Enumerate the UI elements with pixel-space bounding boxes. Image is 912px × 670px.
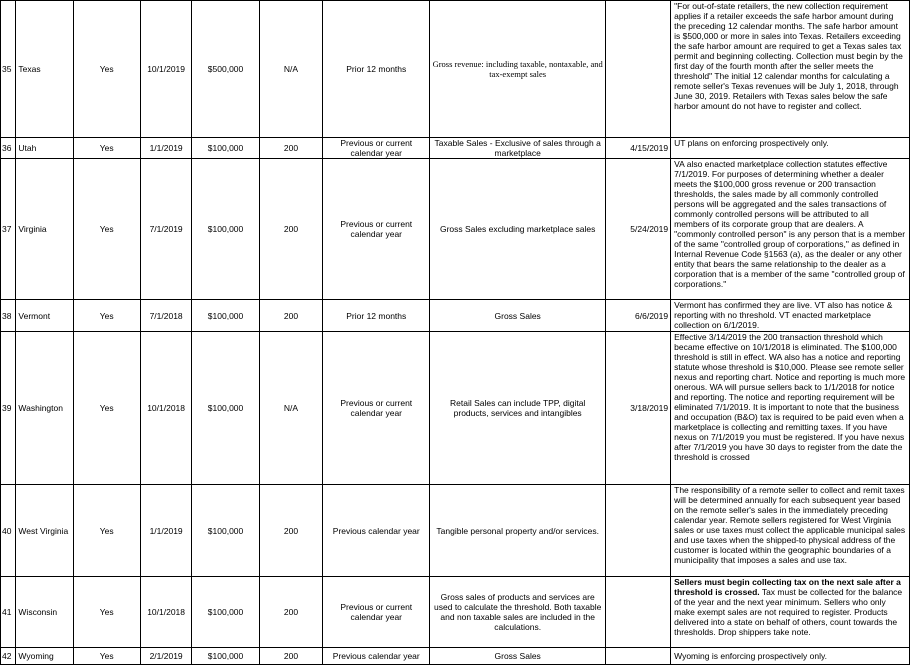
state-name: Vermont <box>16 300 73 332</box>
state-name: Utah <box>16 138 73 159</box>
sales-measured: Retail Sales can include TPP, digital products, services and intangibles <box>430 332 606 485</box>
transaction-threshold: 200 <box>259 300 323 332</box>
state-name: Texas <box>16 1 73 138</box>
effective-date: 7/1/2019 <box>140 159 192 300</box>
sales-threshold: $100,000 <box>192 485 259 577</box>
effective-date: 10/1/2018 <box>140 577 192 648</box>
table-row <box>1 138 910 159</box>
notes: "For out-of-state retailers, the new collection requirement applies if a retailer exceeds the safe harbor amount during the preceding 12 calendar months. The safe harbor amount is $500,000 or more in sales into Texas. Retailers exceeding the safe harbor amount are required to get a Texas sales tax permit and beginning collecting. Collection must begin by the first day of the fourth month after the seller meets the threshold" The initial 12 calendar months for calculating a remote seller's Texas revenues will be July 1, 2018, through June 30, 2019. Retailers with Texas sales below the safe harbor amount do not have to register and collect. <box>671 1 910 138</box>
sales-threshold: $100,000 <box>192 300 259 332</box>
notes <box>671 577 910 648</box>
table-row <box>1 332 910 485</box>
row-number: 41 <box>1 577 16 648</box>
row-number: 35 <box>1 1 16 138</box>
transaction-threshold: N/A <box>259 332 323 485</box>
measurement-period: Previous calendar year <box>323 648 430 665</box>
marketplace-date: 6/6/2019 <box>606 300 671 332</box>
sales-measured: Gross Sales excluding marketplace sales <box>430 159 606 300</box>
measurement-period: Previous or current calendar year <box>323 159 430 300</box>
state-name: Wyoming <box>16 648 73 665</box>
measurement-period: Previous or current calendar year <box>323 138 430 159</box>
notes: UT plans on enforcing prospectively only. <box>671 138 910 159</box>
table-row <box>1 300 910 332</box>
sales-threshold: $100,000 <box>192 648 259 665</box>
row-number: 39 <box>1 332 16 485</box>
transaction-threshold: 200 <box>259 577 323 648</box>
row-number: 36 <box>1 138 16 159</box>
row-number: 37 <box>1 159 16 300</box>
marketplace-date <box>606 577 671 648</box>
enacted: Yes <box>73 648 140 665</box>
enacted: Yes <box>73 485 140 577</box>
transaction-threshold: N/A <box>259 1 323 138</box>
marketplace-date: 3/18/2019 <box>606 332 671 485</box>
sales-threshold: $100,000 <box>192 332 259 485</box>
sales-measured: Gross Sales <box>430 648 606 665</box>
effective-date: 2/1/2019 <box>140 648 192 665</box>
enacted: Yes <box>73 1 140 138</box>
enacted: Yes <box>73 577 140 648</box>
notes: Effective 3/14/2019 the 200 transaction threshold which became effective on 10/1/2018 is eliminated. The $100,000 threshold is still in effect. WA also has a notice and reporting statute whose threshold is $10,000. Please see remote seller nexus and reporting chart. Notice and reporting is much more onerous. WA will pursue sellers back to 1/1/2018 for notice and reporting. The notice and reporting requirement will be eliminated 7/1/2019. It is important to note that the business and occupation (B&O) tax is required to be paid even when a marketplace is collecting and remitting taxes. If you have nexus on 7/1/2019 you must be registered. If you have nexus after 7/1/2019 you have 30 days to register from the date the threshold is crossed <box>671 332 910 485</box>
notes: Wyoming is enforcing prospectively only. <box>671 648 910 665</box>
measurement-period: Previous calendar year <box>323 485 430 577</box>
sales-threshold: $100,000 <box>192 138 259 159</box>
effective-date: 10/1/2018 <box>140 332 192 485</box>
sales-threshold: $100,000 <box>192 159 259 300</box>
table-row <box>1 648 910 665</box>
enacted: Yes <box>73 300 140 332</box>
measurement-period: Prior 12 months <box>323 1 430 138</box>
transaction-threshold: 200 <box>259 138 323 159</box>
row-number: 42 <box>1 648 16 665</box>
marketplace-date <box>606 485 671 577</box>
marketplace-date <box>606 1 671 138</box>
measurement-period: Prior 12 months <box>323 300 430 332</box>
notes-bold-lead: Sellers must begin collecting tax on the next sale after a threshold is crossed. <box>674 577 901 597</box>
marketplace-date: 4/15/2019 <box>606 138 671 159</box>
sales-threshold: $500,000 <box>192 1 259 138</box>
notes: VA also enacted marketplace collection statutes effective 7/1/2019. For purposes of determining whether a dealer meets the $100,000 gross revenue or 200 transaction thresholds, the sales made by all commonly controlled persons will be aggregated and the sales transactions of commonly controlled persons will be attributed to all members of its corporate group that are dealers. A "commonly controlled person" is any person that is a member of the same "controlled group of corporations," as defined in Internal Revenue Code §1563 (a), as the dealer or any other entity that bears the same relationship to the dealer as a corporation that is a member of the same "controlled group of corporations." <box>671 159 910 300</box>
notes: Vermont has confirmed they are live. VT also has notice & reporting with no threshold. VT enacted marketplace collection on 6/1/2019. <box>671 300 910 332</box>
marketplace-date <box>606 648 671 665</box>
sales-measured: Gross Sales <box>430 300 606 332</box>
transaction-threshold: 200 <box>259 648 323 665</box>
sales-measured: Gross sales of products and services are used to calculate the threshold. Both taxable and non taxable sales are included in the calculations. <box>430 577 606 648</box>
effective-date: 10/1/2019 <box>140 1 192 138</box>
transaction-threshold: 200 <box>259 159 323 300</box>
table-row <box>1 577 910 648</box>
table-row <box>1 159 910 300</box>
table-row <box>1 485 910 577</box>
enacted: Yes <box>73 159 140 300</box>
sales-measured: Taxable Sales - Exclusive of sales through a marketplace <box>430 138 606 159</box>
marketplace-date: 5/24/2019 <box>606 159 671 300</box>
effective-date: 7/1/2018 <box>140 300 192 332</box>
sales-threshold: $100,000 <box>192 577 259 648</box>
state-name: Virginia <box>16 159 73 300</box>
sales-measured: Tangible personal property and/or services. <box>430 485 606 577</box>
state-name: Washington <box>16 332 73 485</box>
measurement-period: Previous or current calendar year <box>323 332 430 485</box>
effective-date: 1/1/2019 <box>140 138 192 159</box>
notes: The responsibility of a remote seller to collect and remit taxes will be determined annually for each subsequent year based on the remote seller's sales in the immediately preceding calendar year. Remote sellers registered for West Virginia sales or use taxes must collect the applicable municipal sales and use taxes when the shipped-to physical address of the customer is located within the geographic boundaries of a municipality that imposes a sales and use tax. <box>671 485 910 577</box>
notes-rest: Tax must be collected for the balance of the year and the next year minimum. Sellers who only make exempt sales are not required to register. Products delivered into a state on behalf of others, count towards the thresholds. Drop shippers take note. <box>674 587 903 637</box>
table-row <box>1 1 910 138</box>
enacted: Yes <box>73 332 140 485</box>
effective-date: 1/1/2019 <box>140 485 192 577</box>
transaction-threshold: 200 <box>259 485 323 577</box>
measurement-period: Previous or current calendar year <box>323 577 430 648</box>
state-name: Wisconsin <box>16 577 73 648</box>
sales-measured: Gross revenue: including taxable, nontaxable, and tax-exempt sales <box>430 1 606 138</box>
state-name: West Virginia <box>16 485 73 577</box>
row-number: 40 <box>1 485 16 577</box>
enacted: Yes <box>73 138 140 159</box>
row-number: 38 <box>1 300 16 332</box>
